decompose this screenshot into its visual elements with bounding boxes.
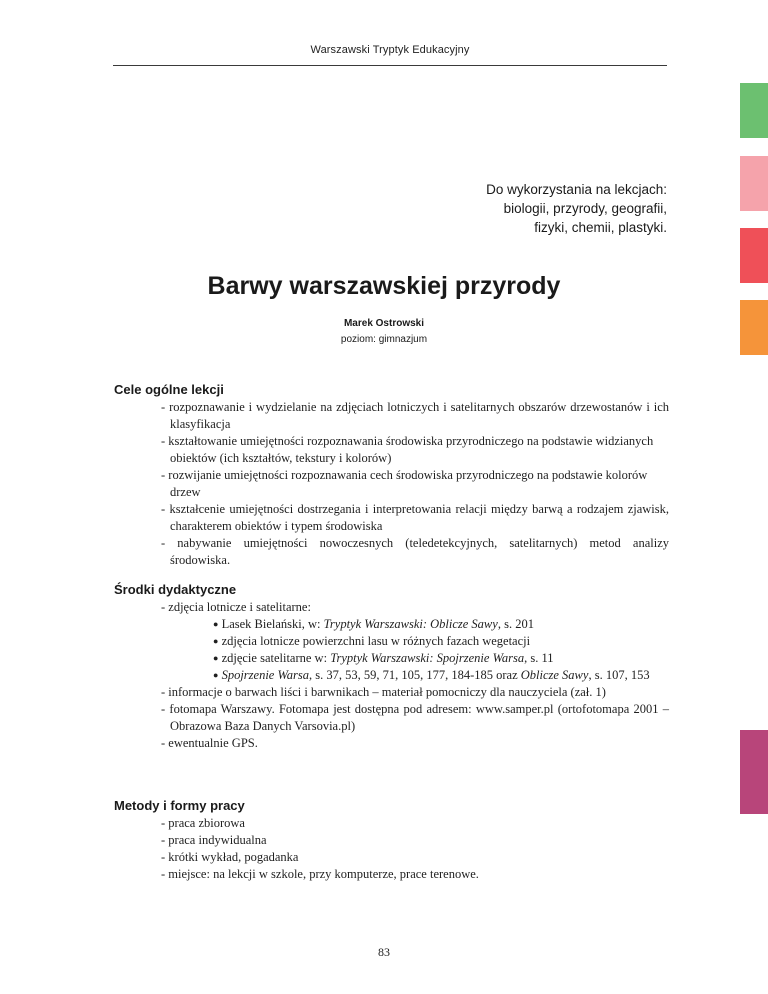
color-tab-pink — [740, 156, 768, 211]
page-title: Barwy warszawskiej przyrody — [207, 272, 561, 300]
list-item: - praca indywidualna — [161, 833, 267, 847]
bullet-icon: ● — [213, 636, 219, 646]
list-item: - kształcenie umiejętności dostrzegania i interpretowania relacji między barwą a rodzajem zjawisk, charakterem obiektów i typem środowiska — [161, 502, 669, 533]
bullet-icon: ● — [213, 670, 219, 680]
methods-list — [161, 815, 669, 883]
methods-heading: Metody i formy pracy — [114, 798, 245, 813]
list-item: - nabywanie umiejętności nowoczesnych (teledetekcyjnych, satelitarnych) metod analizy środowiska. — [161, 536, 669, 567]
running-header: Warszawski Tryptyk Edukacyjny — [310, 44, 470, 56]
author-name: Marek Ostrowski — [343, 318, 425, 329]
sub-list-item: ● zdjęcie satelitarne w: Tryptyk Warszawski: Spojrzenie Warsa, s. 11 — [213, 651, 554, 665]
sub-list-item: ● zdjęcia lotnicze powierzchni lasu w różnych fazach wegetacji — [213, 634, 531, 648]
list-item: - fotomapa Warszawy. Fotomapa jest dostępna pod adresem: www.samper.pl (ortofotomapa 2001 – Obrazowa Baza Danych Varsovia.pl) — [161, 702, 669, 733]
list-item: - informacje o barwach liści i barwnikach – materiał pomocniczy dla nauczyciela (zał. 1) — [161, 685, 606, 699]
sub-list-item: ● Spojrzenie Warsa, s. 37, 53, 59, 71, 105, 177, 184-185 oraz Oblicze Sawy, s. 107, 153 — [213, 668, 650, 682]
color-tab-green — [740, 83, 768, 138]
page-number: 83 — [378, 945, 390, 959]
bullet-icon: ● — [213, 619, 219, 629]
list-item: - rozwijanie umiejętności rozpoznawania cech środowiska przyrodniczego na podstawie kolorów drzew — [161, 468, 648, 499]
means-list — [161, 599, 669, 752]
means-heading: Środki dydaktyczne — [114, 582, 237, 597]
usage-line: biologii, przyrody, geografii, — [503, 201, 667, 216]
sub-list — [161, 616, 669, 684]
usage-line: fizyki, chemii, plastyki. — [534, 220, 667, 235]
list-item: - kształtowanie umiejętności rozpoznawania środowiska przyrodniczego na podstawie widzianych obiektów (ich kształtów, tekstury i kolorów) — [161, 434, 654, 465]
list-item: - zdjęcia lotnicze i satelitarne: — [161, 600, 311, 614]
list-item: - praca zbiorowa — [161, 816, 245, 830]
usage-line: Do wykorzystania na lekcjach: — [486, 182, 667, 197]
list-item: - rozpoznawanie i wydzielanie na zdjęciach lotniczych i satelitarnych obszarów drzewostanów i ich klasyfikacja — [161, 400, 669, 431]
bullet-icon: ● — [213, 653, 219, 663]
list-item: - miejsce: na lekcji w szkole, przy komputerze, prace terenowe. — [161, 867, 479, 881]
header-rule — [113, 65, 667, 66]
usage-note — [486, 180, 667, 237]
color-tab-magenta — [740, 730, 768, 814]
education-level: poziom: gimnazjum — [340, 334, 428, 345]
goals-heading: Cele ogólne lekcji — [114, 382, 224, 397]
goals-list — [161, 399, 669, 569]
list-item: - ewentualnie GPS. — [161, 736, 258, 750]
sub-list-item: ● Lasek Bielański, w: Tryptyk Warszawski: Oblicze Sawy, s. 201 — [213, 617, 534, 631]
list-item: - krótki wykład, pogadanka — [161, 850, 299, 864]
